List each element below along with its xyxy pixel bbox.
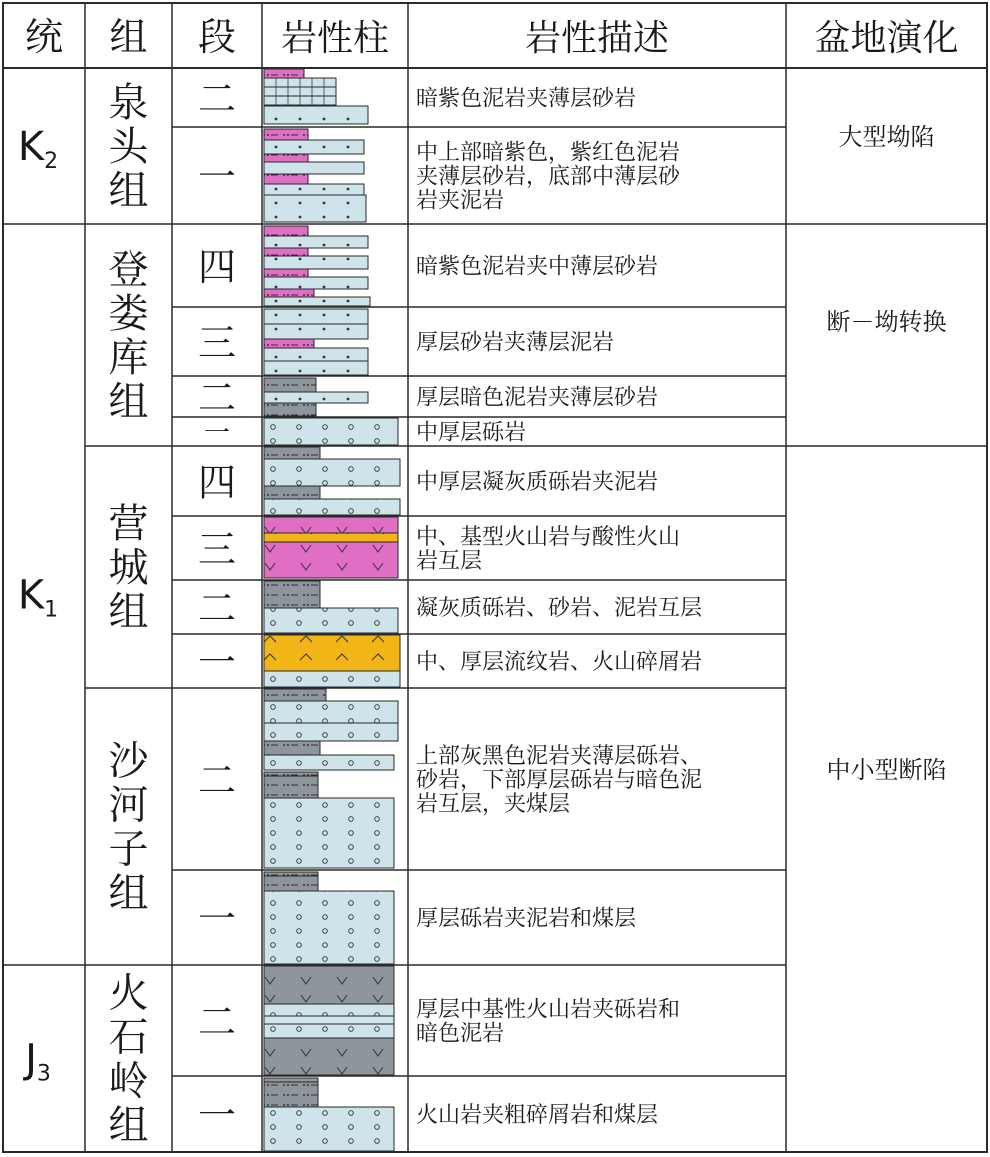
header-member: 段: [197, 15, 237, 59]
dark-mudstone-bed: [264, 1078, 318, 1082]
dark-mudstone-bed: [264, 447, 320, 459]
header-lithology-description: 岩性描述: [524, 18, 670, 59]
intermediate-volcanic-bed: [264, 517, 398, 533]
dark-mudstone-bed: [264, 741, 320, 755]
member-description-line: 中厚层凝灰质砾岩夹泥岩: [416, 470, 659, 495]
formation-denglouku-char: 娄: [108, 291, 149, 337]
sandstone-bed: [264, 140, 364, 154]
evolution-fault-depression-transition: 断－坳转换: [826, 308, 947, 336]
formation-huoshiling-char: 组: [108, 1102, 149, 1149]
member-description-line: 岩夹泥岩: [416, 188, 505, 214]
conglomerate-bed: [264, 891, 394, 964]
dark-mudstone-bed: [264, 1082, 318, 1107]
formation-quantou-char: 头: [108, 124, 149, 170]
sandstone-bed: [264, 184, 364, 195]
dark-mudstone-bed: [264, 486, 320, 499]
sandstone-bed: [264, 309, 368, 324]
header-formation: 组: [109, 15, 148, 59]
member-description-line: 岩互层，夹煤层: [416, 792, 571, 817]
conglomerate-bed: [264, 755, 394, 770]
member-label: 四: [197, 244, 237, 289]
basic-volcanic-bed: [264, 1038, 394, 1075]
evolution-small-medium-rift: 中小型断陷: [826, 756, 947, 784]
member-description-line: 厚层砂岩夹薄层泥岩: [416, 330, 615, 356]
mudstone-bed: [264, 289, 314, 297]
member-label: 二: [197, 76, 237, 121]
lithology-column: [264, 69, 400, 1151]
member-description-line: 暗紫色泥岩夹中薄层砂岩: [416, 254, 659, 280]
table-labels: [18, 15, 959, 1149]
basic-volcanic-bed: [264, 966, 394, 1004]
formation-huoshiling-char: 岭: [108, 1058, 149, 1105]
mudstone-bed: [264, 269, 308, 277]
sandstone-bed: [264, 392, 368, 403]
formation-denglouku-char: 组: [108, 379, 149, 425]
member-description-line: 暗紫色泥岩夹薄层砂岩: [416, 86, 637, 112]
member-label: 二: [197, 586, 237, 631]
dark-mudstone-bed: [264, 581, 320, 608]
header-series: 统: [24, 15, 64, 59]
sandstone-bed: [264, 297, 370, 306]
formation-yingcheng-char: 组: [108, 589, 149, 635]
conglomerate-bed: [264, 499, 400, 515]
formation-yingcheng-char: 城: [108, 545, 149, 591]
dark-mudstone-bed: [264, 403, 316, 416]
series-label-k2: $K_2$: [17, 124, 59, 174]
member-label: 三: [197, 527, 237, 572]
member-description-line: 夹薄层砂岩，底部中薄层砂: [416, 164, 681, 190]
member-description-line: 厚层暗色泥岩夹薄层砂岩: [416, 385, 659, 411]
sandstone-bed: [264, 236, 368, 248]
mudstone-bed: [264, 248, 308, 256]
mudstone-bed: [264, 339, 314, 348]
dark-mudstone-bed: [264, 872, 318, 876]
member-description-line: 厚层中基性火山岩夹砾岩和: [416, 997, 681, 1023]
formation-denglouku-char: 库: [108, 335, 149, 381]
dark-mudstone-bed: [264, 772, 318, 776]
series-label-j3: $J_3$: [25, 1036, 51, 1087]
member-description-line: 岩互层: [416, 549, 483, 574]
member-label: 一: [197, 154, 237, 199]
formation-shahezi-char: 沙: [108, 738, 149, 785]
mudstone-bed: [264, 154, 308, 162]
series-label-k1: $K_1$: [17, 572, 59, 623]
formation-shahezi-char: 子: [108, 826, 149, 873]
formation-yingcheng-char: 营: [108, 501, 149, 547]
formation-shahezi-char: 河: [108, 782, 149, 829]
mudstone-bed: [264, 174, 308, 184]
formation-huoshiling-char: 石: [108, 1014, 149, 1061]
member-label: 三: [197, 320, 237, 365]
header-basin-evolution: 盆地演化: [814, 18, 959, 59]
member-label: 二: [197, 999, 237, 1044]
sandstone-bed: [264, 277, 368, 289]
dark-mudstone-bed: [264, 378, 316, 392]
member-description-line: 中、基型火山岩与酸性火山: [416, 525, 681, 550]
member-description-line: 中上部暗紫色，紫红色泥岩: [416, 140, 681, 166]
conglomerate-bed: [264, 1107, 394, 1151]
sandstone-bed: [264, 106, 368, 124]
member-description-line: 中厚层砾岩: [416, 420, 527, 446]
member-label: 一: [197, 640, 237, 685]
conglomerate-bed: [264, 608, 398, 633]
conglomerate-bed: [264, 798, 394, 868]
sandstone-bed: [264, 348, 368, 361]
mudstone-bed: [264, 69, 304, 78]
dark-mudstone-bed: [264, 689, 326, 701]
member-label: 一: [203, 418, 231, 449]
member-label: 一: [197, 896, 237, 941]
member-description-line: 上部灰黑色泥岩夹薄层砾岩、: [416, 744, 703, 769]
header-lithology-column: 岩性柱: [280, 18, 390, 59]
dark-mudstone-bed: [264, 776, 318, 798]
conglomerate-bed: [264, 671, 400, 687]
formation-huoshiling-char: 火: [108, 970, 149, 1017]
rhyolite-bed: [264, 533, 398, 542]
member-description-line: 厚层砾岩夹泥岩和煤层: [416, 906, 637, 932]
rhyolite-bed: [264, 635, 400, 671]
sandstone-bed: [264, 361, 368, 375]
sandstone-bed: [264, 1016, 394, 1024]
member-description-line: 凝灰质砾岩、砂岩、泥岩互层: [416, 596, 703, 621]
member-label: 二: [197, 375, 237, 420]
evolution-large-depression: 大型坳陷: [838, 123, 935, 151]
conglomerate-bed: [264, 459, 400, 486]
member-label: 一: [197, 1093, 237, 1138]
member-description-line: 砂岩，下部厚层砾岩与暗色泥: [416, 768, 703, 793]
formation-denglouku-char: 登: [108, 247, 149, 293]
conglomerate-bed: [264, 1004, 394, 1016]
mudstone-bed: [264, 129, 308, 140]
member-description-line: 火山岩夹粗碎屑岩和煤层: [416, 1103, 659, 1128]
formation-shahezi-char: 组: [108, 870, 149, 917]
formation-quantou-char: 组: [108, 168, 149, 214]
intermediate-volcanic-bed: [264, 542, 398, 578]
member-label: 二: [197, 758, 237, 803]
sandstone-bed: [264, 162, 364, 174]
conglomerate-bed: [264, 418, 398, 445]
sandstone-bed: [264, 195, 366, 222]
sandstone-bed: [264, 256, 368, 269]
mudstone-bed: [264, 226, 308, 236]
member-description-line: 中、厚层流纹岩、火山碎屑岩: [416, 650, 703, 675]
member-description-line: 暗色泥岩: [416, 1021, 505, 1047]
dark-mudstone-bed: [264, 876, 318, 891]
conglomerate-bed: [264, 723, 398, 741]
member-label: 四: [197, 460, 237, 505]
conglomerate-bed: [264, 701, 398, 723]
conglomerate-bed: [264, 1024, 394, 1038]
formation-quantou-char: 泉: [108, 80, 149, 126]
sandstone-bed: [264, 324, 368, 339]
